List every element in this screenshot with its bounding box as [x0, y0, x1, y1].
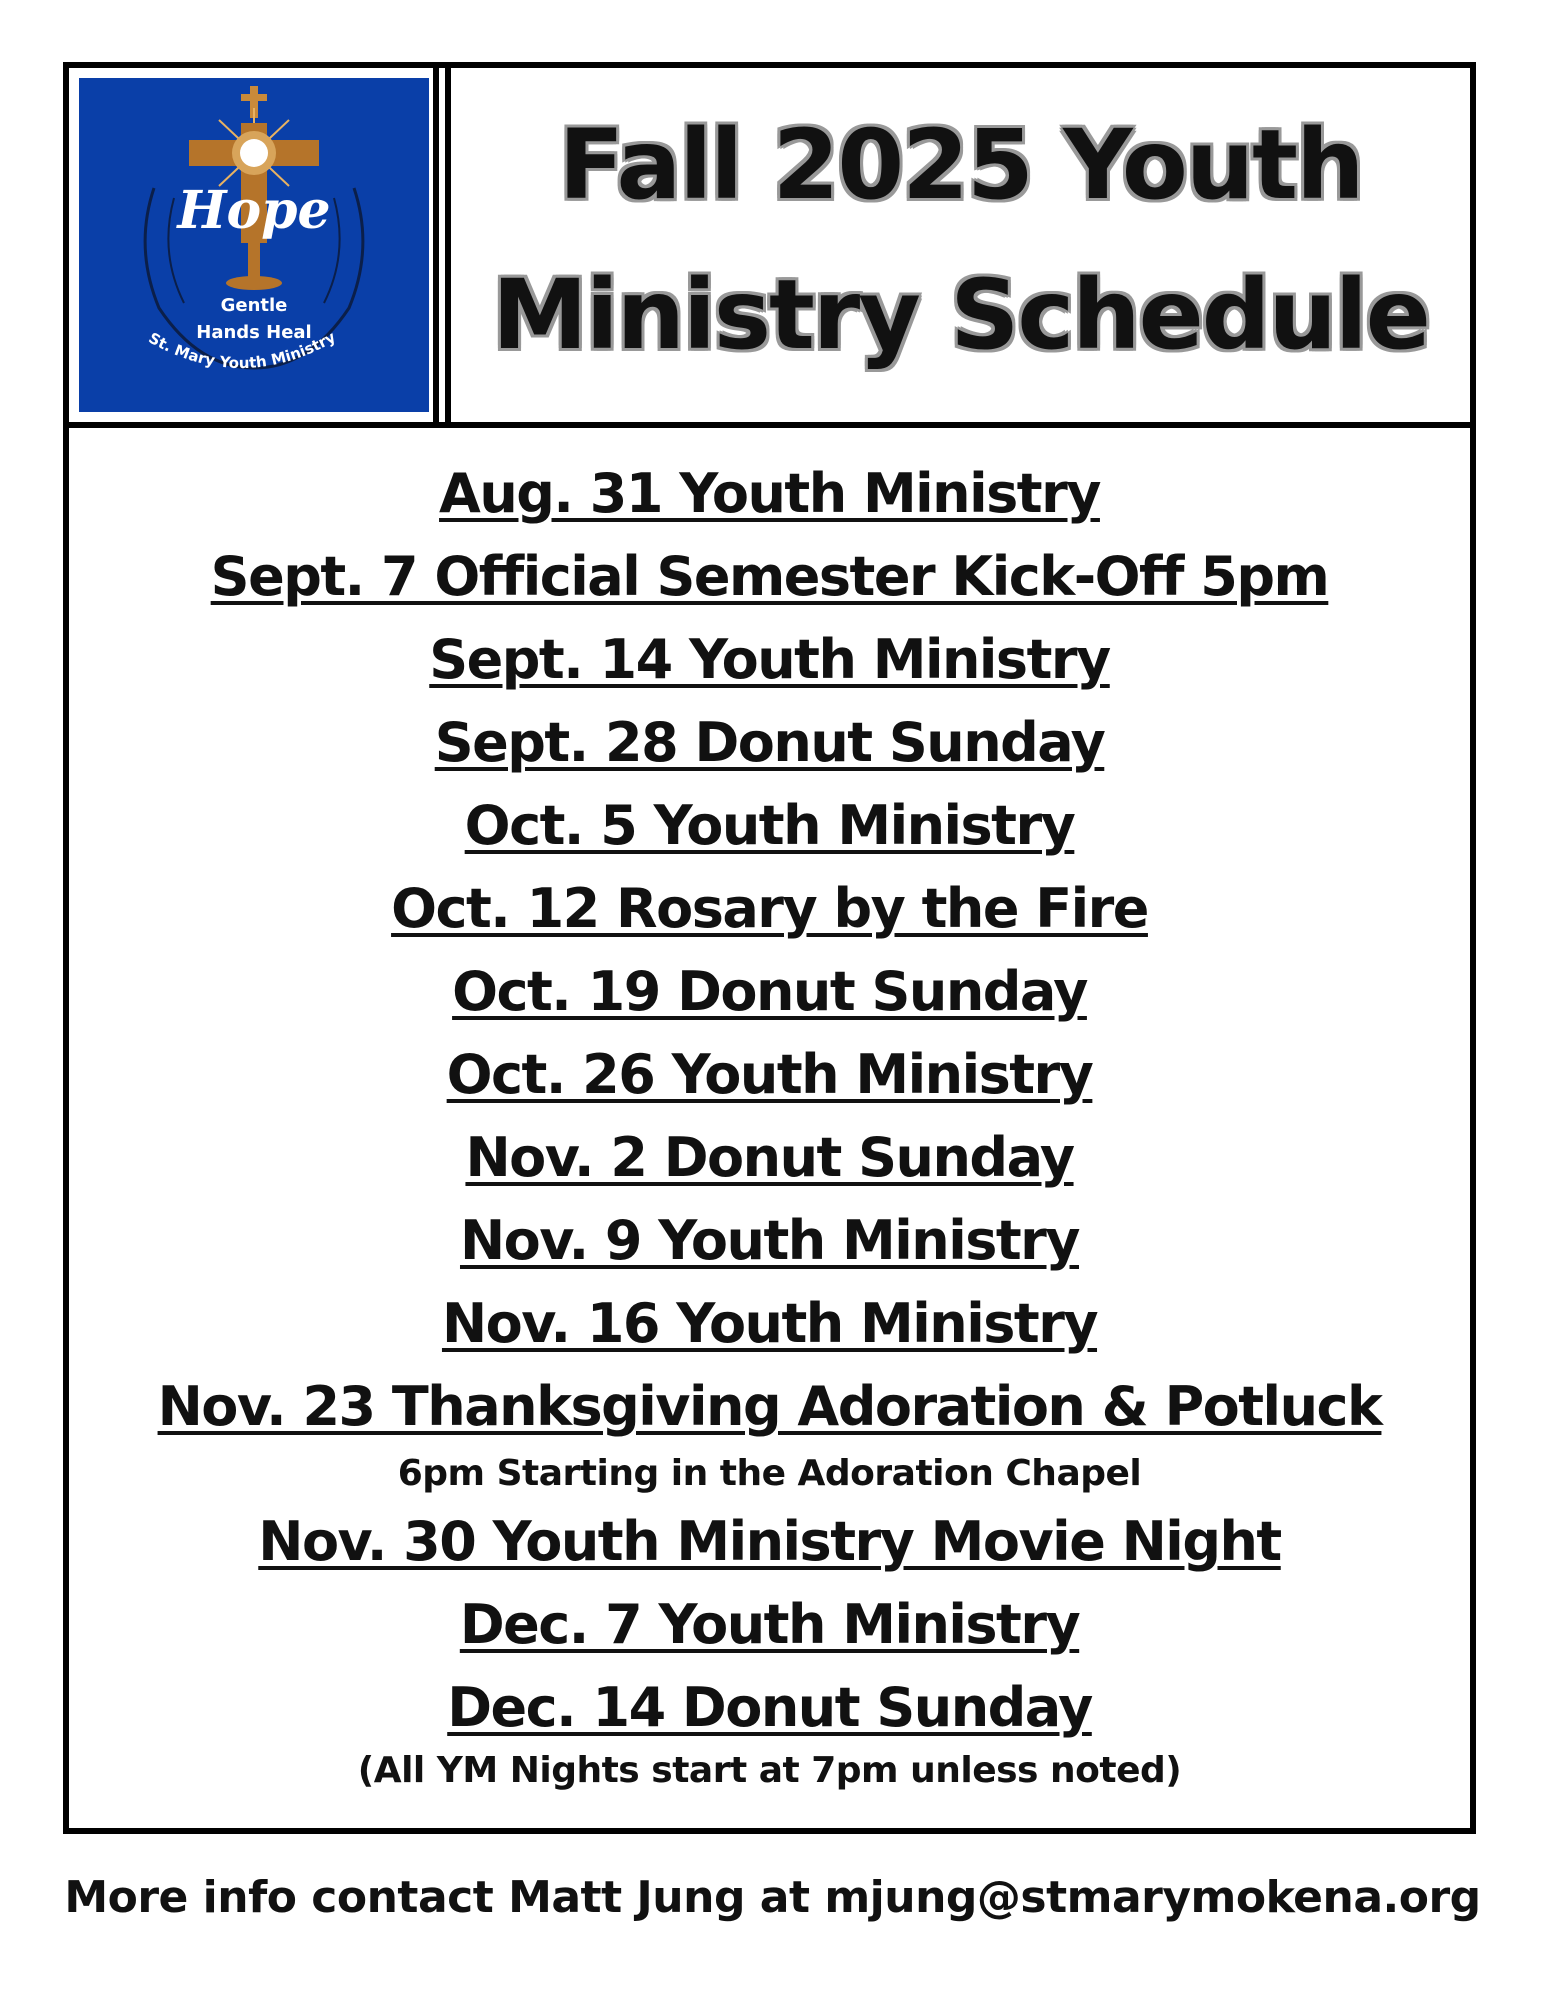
- event-item: Nov. 23 Thanksgiving Adoration & Potluck: [157, 1375, 1382, 1438]
- title-cell: [445, 68, 1470, 422]
- event-item: Nov. 2 Donut Sunday: [465, 1126, 1074, 1189]
- event-item: Aug. 31 Youth Ministry: [439, 462, 1100, 525]
- event-item: Sept. 14 Youth Ministry: [429, 628, 1110, 691]
- title-line-1: Fall 2025 Youth: [558, 109, 1363, 221]
- logo-cell: [69, 68, 439, 422]
- event-item: Dec. 14 Donut Sunday: [447, 1676, 1092, 1739]
- svg-text:Hands Heal: Hands Heal: [196, 322, 312, 343]
- svg-text:Gentle: Gentle: [220, 295, 288, 316]
- schedule-footnote: (All YM Nights start at 7pm unless noted): [357, 1750, 1182, 1791]
- schedule-list: [69, 452, 1470, 1793]
- event-item: Nov. 30 Youth Ministry Movie Night: [258, 1510, 1281, 1573]
- monstrance-icon: [79, 78, 429, 412]
- page-title: [451, 90, 1470, 390]
- event-note: 6pm Starting in the Adoration Chapel: [397, 1453, 1142, 1494]
- event-item: Sept. 7 Official Semester Kick-Off 5pm: [210, 545, 1329, 608]
- event-item: Oct. 12 Rosary by the Fire: [391, 877, 1148, 940]
- hope-logo: [79, 78, 429, 412]
- schedule-frame: [63, 62, 1476, 1834]
- event-item: Dec. 7 Youth Ministry: [459, 1593, 1080, 1656]
- event-item: Sept. 28 Donut Sunday: [434, 711, 1105, 774]
- event-item: Nov. 16 Youth Ministry: [441, 1292, 1098, 1355]
- title-line-2: Ministry Schedule: [492, 259, 1429, 371]
- event-item: Nov. 9 Youth Ministry: [459, 1209, 1079, 1272]
- event-item: Oct. 26 Youth Ministry: [446, 1043, 1093, 1106]
- svg-text:St. Mary Youth Ministry: St. Mary Youth Ministry: [145, 327, 339, 373]
- contact-footer: More info contact Matt Jung at mjung@stmarymokena.org: [64, 1872, 1481, 1923]
- event-item: Oct. 5 Youth Ministry: [464, 794, 1075, 857]
- header: [69, 68, 1470, 428]
- svg-text:Hope: Hope: [177, 180, 331, 241]
- event-item: Oct. 19 Donut Sunday: [452, 960, 1087, 1023]
